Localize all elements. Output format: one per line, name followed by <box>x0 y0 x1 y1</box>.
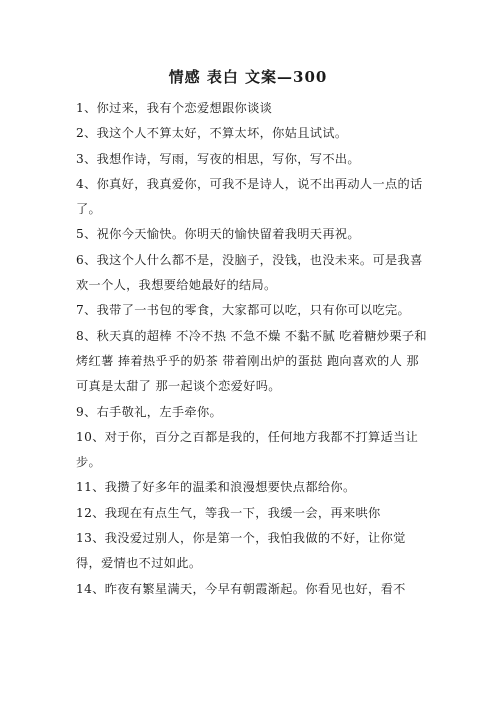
list-item: 10、对于你，百分之百都是我的，任何地方我都不打算适当让步。 <box>76 429 419 470</box>
list-item: 4、你真好，我真爱你，可我不是诗人，说不出再动人一点的话了。 <box>76 176 423 217</box>
list-item: 12、我现在有点生气，等我一下，我缓一会，再来哄你 <box>76 505 381 520</box>
document-body <box>76 96 428 602</box>
page-title: 情感 表白 文案—300 <box>168 68 328 86</box>
list-item: 1、你过来，我有个恋爱想跟你谈谈 <box>76 101 273 115</box>
list-item: 9、右手敬礼，左手牵你。 <box>76 404 223 419</box>
list-item: 5、祝你今天愉快。你明天的愉快留着我明天再祝。 <box>76 227 360 242</box>
list-item: 8、秋天真的超棒 不冷不热 不急不燥 不黏不腻 吃着糖炒栗子和烤红薯 捧着热乎乎的奶茶 带着刚出炉的蛋挞 跑向喜欢的人 那可真是太甜了 那一起谈个恋爱好吗。 <box>76 328 427 394</box>
list-item: 2、我这个人不算太好，不算太坏，你姑且试试。 <box>76 126 348 141</box>
list-item: 11、我攒了好多年的温柔和浪漫想要快点都给你。 <box>76 480 356 495</box>
list-item: 7、我带了一书包的零食，大家都可以吃，只有你可以吃完。 <box>76 303 411 318</box>
list-item: 6、我这个人什么都不是，没脑子，没钱，也没未来。可是我喜欢一个人，我想要给她最好的结局。 <box>76 252 423 293</box>
list-item: 13、我没爱过别人，你是第一个，我怕我做的不好，让你觉得，爱情也不过如此。 <box>76 531 406 571</box>
list-item: 14、昨夜有繁星满天，今早有朝霞渐起。你看见也好，看不 <box>76 581 406 596</box>
list-item: 3、我想作诗，写雨，写夜的相思，写你，写不出。 <box>76 151 360 166</box>
